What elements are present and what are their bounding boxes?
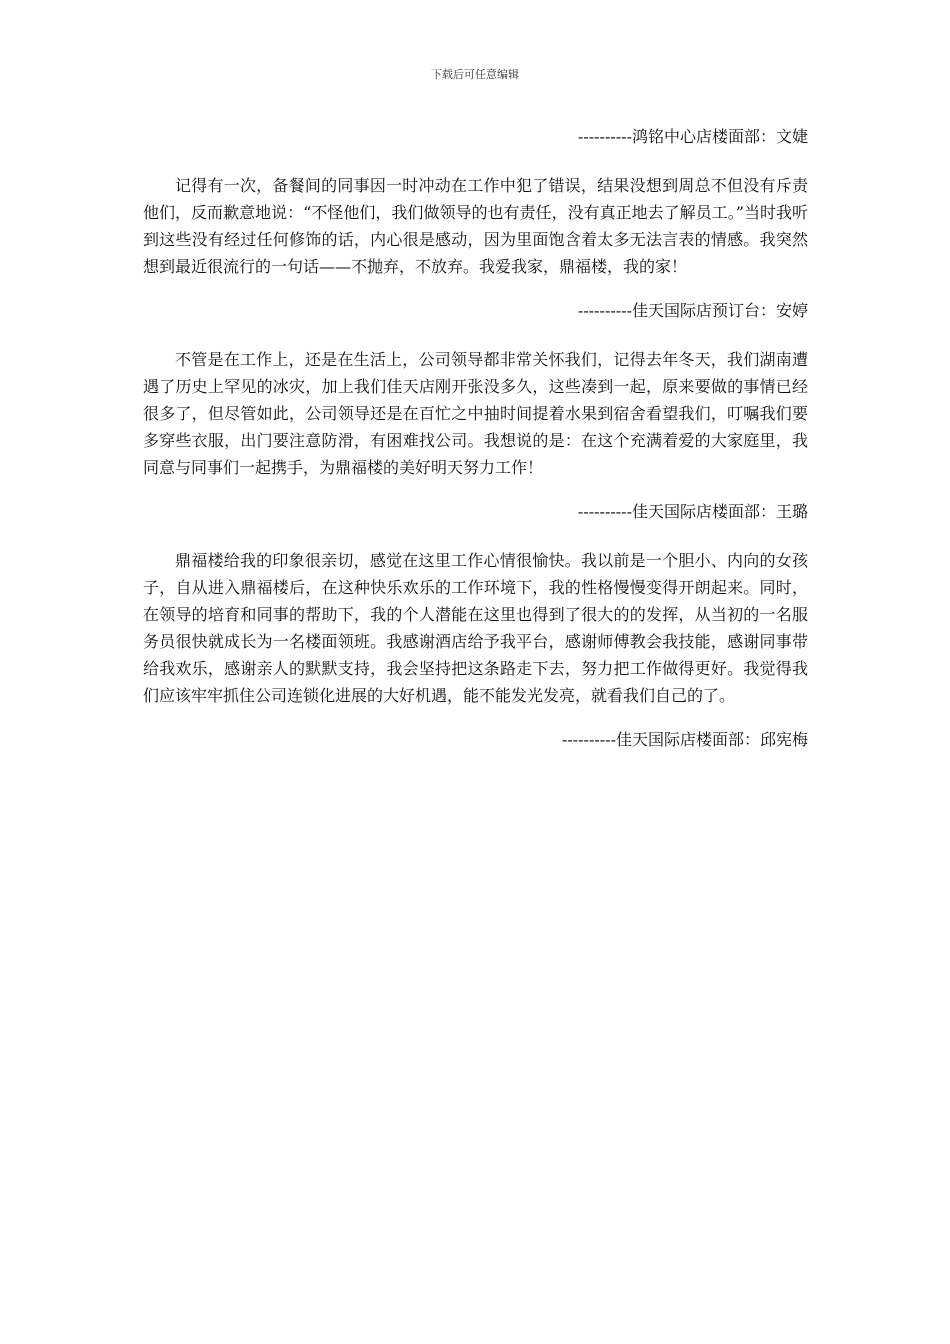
paragraph-1: 记得有一次，备餐间的同事因一时冲动在工作中犯了错误，结果没想到周总不但没有斥责他们，反而歉意地说：“不怪他们，我们做领导的也有责任，没有真正地去了解员工。”当时我听到这些没有经过任何修饰的话，内心很是感动，因为里面饱含着太多无法言表的情感。我突然想到最近很流行的一句话——不抛弃，不放弃。我爱我家，鼎福楼，我的家！ — [143, 176, 808, 276]
document-body — [143, 124, 808, 753]
signature-wenjie: ----------鸿铭中心店楼面部：文婕 — [577, 127, 808, 146]
signature-wanglu: ----------佳天国际店楼面部：王璐 — [577, 502, 808, 521]
signature-qiuxianmei: ----------佳天国际店楼面部：邱宪梅 — [561, 730, 808, 749]
signature-anting: ----------佳天国际店预订台：安婷 — [577, 301, 808, 320]
paragraph-3: 鼎福楼给我的印象很亲切，感觉在这里工作心情很愉快。我以前是一个胆小、内向的女孩子，自从进入鼎福楼后，在这种快乐欢乐的工作环境下，我的性格慢慢变得开朗起来。同时，在领导的培育和同事的帮助下，我的个人潜能在这里也得到了很大的的发挥，从当初的一名服务员很快就成长为一名楼面领班。我感谢酒店给予我平台，感谢师傅教会我技能，感谢同事带给我欢乐，感谢亲人的默默支持，我会坚持把这条路走下去，努力把工作做得更好。我觉得我们应该牢牢抓住公司连锁化进展的大好机遇，能不能发光发亮，就看我们自己的了。 — [143, 551, 808, 705]
page-header: 下载后可任意编辑 — [431, 68, 519, 81]
paragraph-2: 不管是在工作上，还是在生活上，公司领导都非常关怀我们，记得去年冬天，我们湖南遭遇了历史上罕见的冰灾，加上我们佳天店刚开张没多久，这些凑到一起，原来要做的事情已经很多了，但尽管如此，公司领导还是在百忙之中抽时间提着水果到宿舍看望我们，叮嘱我们要多穿些衣服，出门要注意防滑，有困难找公司。我想说的是：在这个充满着爱的大家庭里，我同意与同事们一起携手，为鼎福楼的美好明天努力工作！ — [143, 350, 808, 477]
